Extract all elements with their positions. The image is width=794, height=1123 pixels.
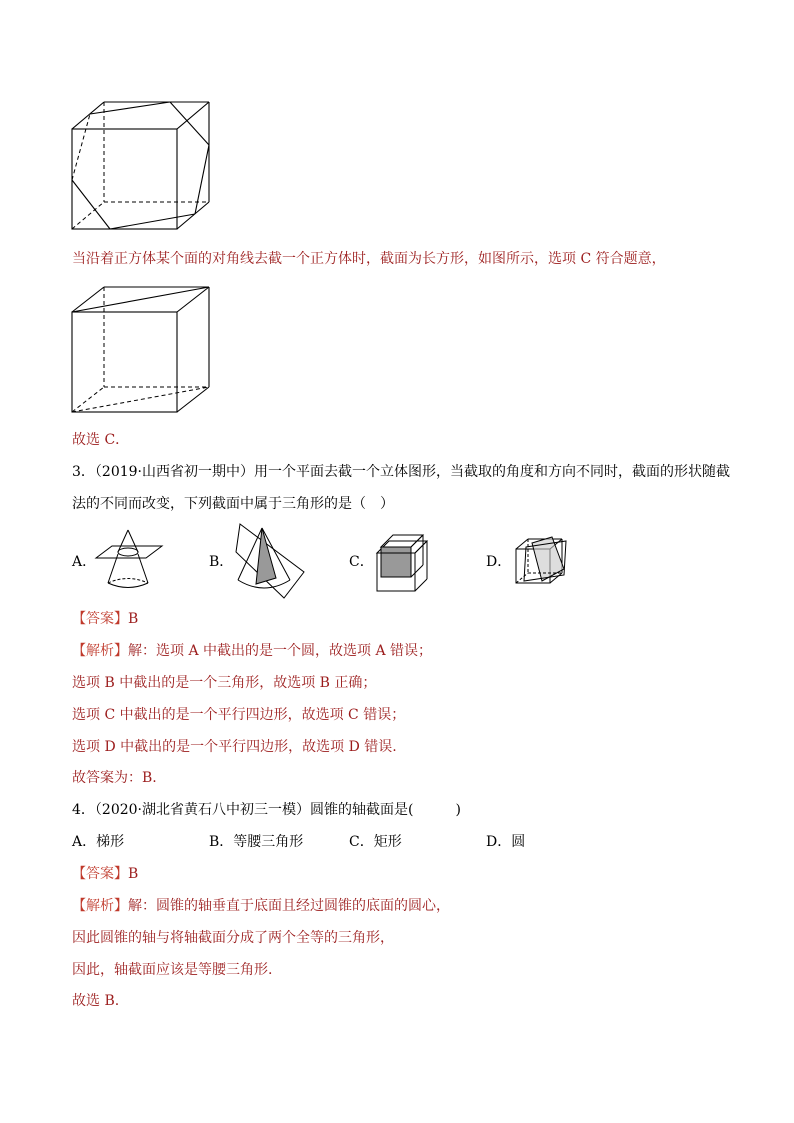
- cube-hexagon-section-figure: [70, 100, 210, 234]
- answer-tag: 【答案】: [72, 611, 128, 627]
- question-4-analysis-1: [72, 896, 450, 916]
- cube-rectangle-section-figure: [70, 285, 210, 415]
- option-b-cone-figure: [234, 522, 306, 602]
- q4-option-d: D．圆: [486, 834, 526, 850]
- question-3-stem-line-2: 法的不同而改变，下列截面中属于三角形的是（ ）: [72, 496, 394, 512]
- question-4-analysis-3: 因此，轴截面应该是等腰三角形.: [72, 962, 273, 978]
- option-a-label: A．: [72, 554, 97, 570]
- question-3-conclusion: 故答案为：B.: [72, 770, 157, 786]
- question-4-stem: 4．（2020·湖北省黄石八中初三一模）圆锥的轴截面是( ): [72, 802, 461, 818]
- answer-value: B: [128, 611, 139, 627]
- answer-value: B: [128, 866, 139, 882]
- question-3-answer: [72, 609, 138, 629]
- option-d-label: D．: [486, 554, 512, 570]
- q4-option-c: C．矩形: [349, 834, 402, 850]
- q4-option-b: B．等腰三角形: [209, 834, 304, 850]
- option-c-cube-figure: [375, 527, 429, 593]
- option-d-cube-figure: [512, 535, 568, 587]
- analysis-tag: 【解析】: [72, 898, 128, 914]
- option-a-cone-figure: [94, 528, 164, 594]
- question-3-analysis-4: 选项 D 中截出的是一个平行四边形，故选项 D 错误.: [72, 739, 397, 755]
- answer-tag: 【答案】: [72, 866, 128, 882]
- question-3-analysis-1: [72, 641, 432, 661]
- q4-option-a: A．梯形: [72, 834, 125, 850]
- analysis-text: 解：选项 A 中截出的是一个圆，故选项 A 错误；: [128, 643, 433, 659]
- option-b-label: B．: [209, 554, 234, 570]
- rectangle-section-explanation: 当沿着正方体某个面的对角线去截一个正方体时，截面为长方形，如图所示，选项 C 符合题意，: [72, 251, 666, 267]
- option-c-label: C．: [349, 554, 374, 570]
- analysis-text: 解：圆锥的轴垂直于底面且经过圆锥的底面的圆心，: [128, 898, 450, 914]
- question-3-stem-line-1: 3．（2019·山西省初一期中）用一个平面去截一个立体图形，当截取的角度和方向不同时，截面的形状随截: [72, 464, 730, 480]
- analysis-tag: 【解析】: [72, 643, 128, 659]
- question-4-answer: [72, 864, 138, 884]
- question-3-analysis-3: 选项 C 中截出的是一个平行四边形，故选项 C 错误；: [72, 707, 406, 723]
- question-3-analysis-2: 选项 B 中截出的是一个三角形，故选项 B 正确；: [72, 675, 377, 691]
- question-4-conclusion: 故选 B.: [72, 993, 120, 1009]
- choose-c-conclusion: 故选 C．: [72, 432, 130, 448]
- question-4-analysis-2: 因此圆锥的轴与将轴截面分成了两个全等的三角形，: [72, 930, 394, 946]
